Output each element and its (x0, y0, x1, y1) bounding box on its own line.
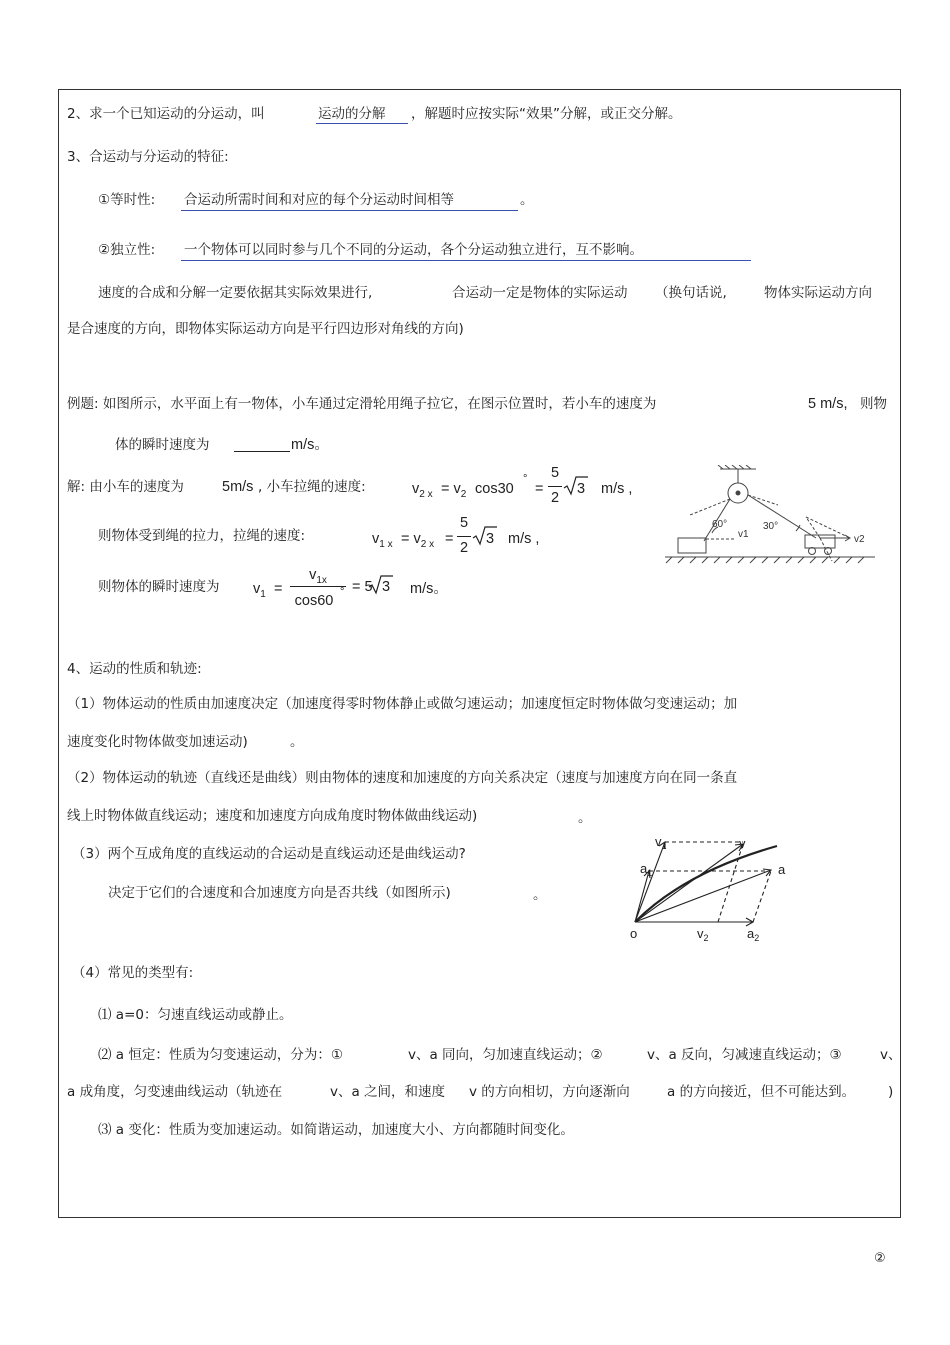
s3-f2-label: ②独立性: (98, 242, 156, 258)
eq3-equals: = (274, 581, 283, 597)
eq1-mid: = $v_2$ (441, 481, 467, 500)
s3-p1c: （换句话说, (655, 285, 727, 301)
example-speed: 5 m/s, (808, 396, 848, 412)
eq2-mid: = $v_{2 x}$ (401, 531, 435, 550)
eq3-degree: ° (340, 586, 345, 598)
solution-line1: 解: 由小车的速度为 (67, 479, 184, 495)
fig2-v-label: v (739, 836, 746, 851)
eq1-cos: cos30 (475, 481, 514, 497)
eq1-unit: m/s , (601, 481, 633, 497)
eq3-unit: m/s。 (410, 581, 448, 597)
s4-p2b: 线上时物体做直线运动；速度和加速度方向成角度时物体做曲线运动) (67, 808, 478, 824)
solution-line1-tail: , 小车拉绳的速度: (258, 479, 366, 495)
s4-p2a: （2）物体运动的轨迹（直线还是曲线）则由物体的速度和加速度的方向关系决定（速度与加速度方向在同一条直 (67, 770, 738, 786)
fig1-angle-60: 60° (712, 519, 728, 530)
s3-title: 3、合运动与分运动的特征: (67, 149, 229, 165)
s3-f1-underline (181, 210, 518, 211)
types-t2h: a 的方向接近，但不可能达到。 (667, 1084, 856, 1100)
s4-title: 4、运动的性质和轨迹: (67, 661, 202, 677)
eq3-num: $v_{1x}$ (309, 567, 327, 586)
eq3-den: cos60 (294, 593, 334, 609)
eq2-sqrt-icon (472, 525, 498, 547)
eq1-equals: = (535, 481, 544, 497)
eq2-radicand: 3 (486, 531, 495, 547)
types-t2i: ) (888, 1084, 894, 1100)
eq2-den: 2 (459, 540, 469, 556)
s4-p3b-end: 。 (533, 887, 547, 903)
types-t2f: v、a 之间，和速度 (330, 1084, 446, 1100)
s3-p1d: 物体实际运动方向 (764, 285, 872, 301)
fig2-a1-label: $a_1$ (640, 861, 653, 878)
eq1-degree: ° (523, 473, 528, 485)
types-t1: ⑴ a=0：匀速直线运动或静止。 (98, 1007, 293, 1023)
types-title: （4）常见的类型有: (72, 965, 194, 981)
eq3-coef: = 5 (352, 579, 373, 595)
fig1-v1-label: v1 (738, 529, 749, 540)
eq1-den: 2 (550, 490, 560, 506)
example-line2: 体的瞬时速度为 (115, 437, 210, 453)
s2-fill: 运动的分解 (318, 106, 386, 122)
s3-f1-post: 。 (520, 192, 534, 208)
fig1-v2-label: v2 (854, 534, 865, 545)
types-t2a: ⑵ a 恒定：性质为匀变速运动，分为：① (98, 1047, 343, 1063)
types-t2g: v 的方向相切，方向逐渐向 (469, 1084, 630, 1100)
pulley-figure (660, 465, 880, 575)
types-t2c: v、a 反向，匀减速直线运动；③ (647, 1047, 842, 1063)
eq2-lhs: $v_{1 x}$ (372, 531, 393, 550)
s4-p1b: 速度变化时物体做变加速运动) (67, 734, 248, 750)
solution-car-speed: 5m/s (222, 479, 254, 495)
eq1-lhs: $v_{2 x}$ (412, 481, 433, 500)
eq3-radicand: 3 (382, 579, 391, 595)
example-line1-end: 则物 (860, 396, 887, 412)
eq3-sqrt-icon (368, 574, 394, 596)
fig2-v2-label: $v_2$ (697, 926, 709, 943)
eq1-radicand: 3 (577, 481, 586, 497)
s3-f2-underline (181, 260, 751, 261)
solution-line3: 则物体的瞬时速度为 (98, 579, 220, 595)
types-t2b: v、a 同向，匀加速直线运动；② (408, 1047, 603, 1063)
s4-p3a: （3）两个互成角度的直线运动的合运动是直线运动还是曲线运动? (72, 846, 466, 862)
s4-p3b: 决定于它们的合速度和合加速度方向是否共线（如图所示) (108, 885, 451, 901)
eq1-frac-bar (548, 486, 562, 487)
eq3-frac-bar (290, 586, 346, 587)
s3-f1-fill: 合运动所需时间和对应的每个分运动时间相等 (184, 192, 454, 208)
fig2-a2-label: $a_2$ (747, 926, 760, 943)
eq1-num: 5 (550, 465, 560, 481)
types-t3: ⑶ a 变化：性质为变加速运动。如简谐运动，加速度大小、方向都随时间变化。 (98, 1122, 574, 1138)
s3-f2-fill: 一个物体可以同时参与几个不同的分运动，各个分运动独立进行，互不影响。 (184, 242, 643, 258)
example-blank (234, 451, 290, 452)
s3-p1b: 合运动一定是物体的实际运动 (452, 285, 628, 301)
s2-underline (316, 123, 408, 124)
eq2-num: 5 (459, 515, 469, 531)
s4-p1b-end: 。 (290, 734, 304, 750)
eq3-lhs: $v_1$ (253, 581, 266, 600)
page-number: ② (874, 1251, 886, 1266)
eq2-equals: = (445, 531, 454, 547)
s2-pre: 2、求一个已知运动的分运动，叫 (67, 106, 265, 122)
example-line1: 例题: 如图所示，水平面上有一物体，小车通过定滑轮用绳子拉它，在图示位置时，若小车的速度为 (67, 396, 657, 412)
solution-line2: 则物体受到绳的拉力，拉绳的速度: (98, 528, 306, 544)
types-t2e: a 成角度，匀变速曲线运动（轨迹在 (67, 1084, 283, 1100)
eq2-unit: m/s , (508, 531, 540, 547)
fig2-o-label: o (630, 926, 638, 941)
fig2-a-label: a (778, 862, 786, 877)
s3-f1-label: ①等时性: (98, 192, 156, 208)
types-t2d: v、 (880, 1047, 902, 1063)
fig1-angle-30: 30° (763, 521, 779, 532)
s4-p1a: （1）物体运动的性质由加速度决定（加速度得零时物体静止或做匀速运动；加速度恒定时物体做匀变速运动；加 (67, 696, 738, 712)
example-unit: m/s。 (291, 437, 329, 453)
s2-post: ，解题时应按实际“效果”分解，或正交分解。 (411, 106, 682, 122)
vector-figure (625, 832, 795, 944)
eq2-frac-bar (457, 536, 471, 537)
s3-p2: 是合速度的方向，即物体实际运动方向是平行四边形对角线的方向) (67, 321, 464, 337)
s3-p1a: 速度的合成和分解一定要依据其实际效果进行, (98, 285, 373, 301)
fig2-v1-label: $v_1$ (655, 834, 667, 851)
s4-p2b-end: 。 (578, 810, 592, 826)
eq1-sqrt-icon (563, 475, 589, 497)
